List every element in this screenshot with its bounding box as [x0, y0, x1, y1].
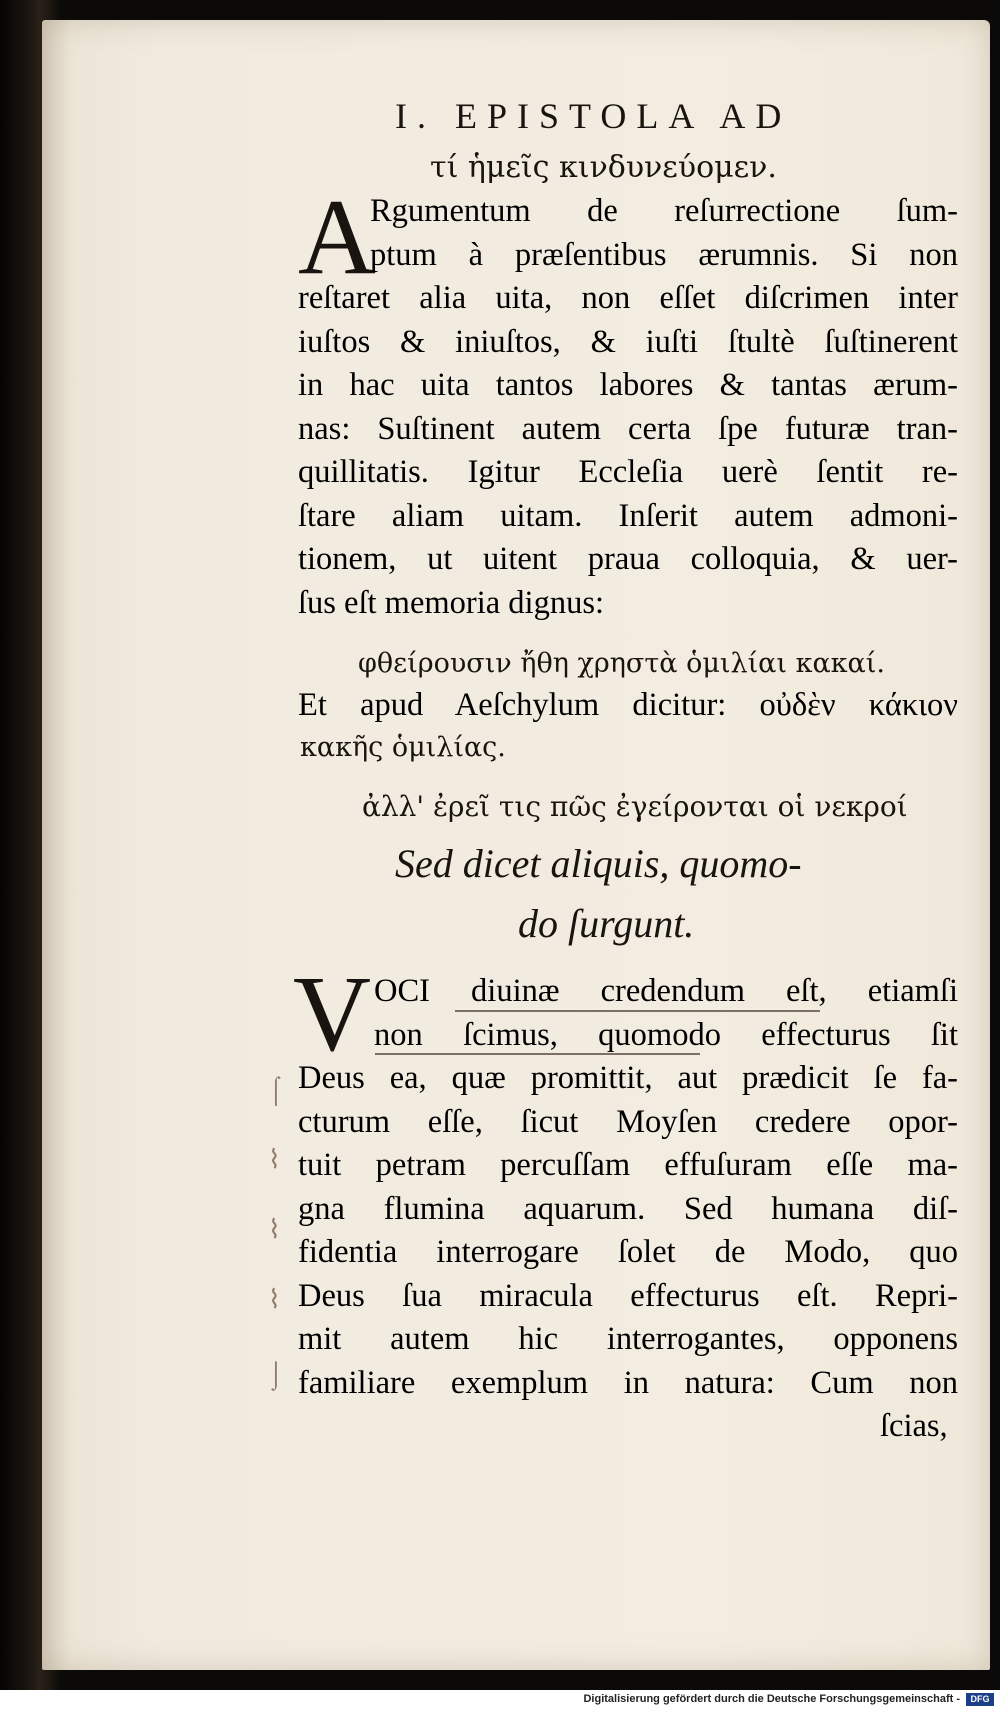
- text-line: tionem, ut uitent praua colloquia, & uer-: [298, 541, 958, 577]
- text-line: quillitatis. Igitur Eccleſia uerè ſentit re-: [298, 454, 958, 490]
- aeschylus-passage: [298, 684, 958, 728]
- greek-quotation: φθείρουσιν ἤθη χρηστὰ ὁμιλίαι κακαί.: [358, 648, 885, 679]
- text-line: in hac uita tantos labores & tantas ærum-: [298, 367, 958, 403]
- text-line: Et apud Aeſchylum dicitur: οὐδὲν κάκιον: [298, 687, 958, 723]
- dropcap-a: A: [298, 178, 376, 297]
- latin-verse-line: Sed dicet aliquis, quomo-: [395, 841, 802, 886]
- footer-text: Digitalisierung gefördert durch die Deutsche Forschungsgemeinschaft -: [583, 1693, 960, 1705]
- marginal-bracket-mark: ⌇: [268, 1285, 281, 1314]
- text-line: familiare exemplum in natura: Cum non: [298, 1364, 958, 1401]
- dfg-logo: DFG: [966, 1693, 994, 1706]
- paragraph-voci: [298, 970, 958, 1405]
- text-line: iuſtos & iniuſtos, & iuſti ſtultè ſuſtinerent: [298, 323, 958, 360]
- text-line: OCI diuinæ credendum eſt, etiamſi: [374, 973, 958, 1009]
- dropcap-v: V: [293, 955, 371, 1074]
- handwritten-underline: [375, 1053, 700, 1055]
- text-line: gna flumina aquarum. Sed humana diſ-: [298, 1190, 958, 1227]
- text-line: nas: Suſtinent autem certa ſpe futuræ tran-: [298, 410, 958, 447]
- text-line: ſus eſt memoria dignus:: [298, 584, 605, 621]
- running-head: I. EPISTOLA AD: [395, 96, 792, 136]
- text-line: tuit petram percuſſam effuſuram eſſe ma-: [298, 1147, 958, 1183]
- text-line: cturum eſſe, ſicut Moyſen credere opor-: [298, 1103, 958, 1140]
- text-line: mit autem hic interrogantes, opponens: [298, 1321, 958, 1357]
- text-line: non ſcimus, quomodo effecturus ſit: [374, 1016, 958, 1053]
- marginal-bracket-mark: ⌇: [268, 1145, 281, 1174]
- handwritten-underline: [455, 1010, 820, 1012]
- greek-verse: ἀλλ' ἐρεῖ τις πῶς ἐγείρονται οἱ νεκροί: [362, 790, 908, 823]
- paragraph-argumentum: [298, 178, 958, 625]
- greek-header-line: τί ἡμεῖς κινδυνεύομεν.: [430, 150, 777, 185]
- text-line: fidentia interrogare ſolet de Modo, quo: [298, 1234, 958, 1270]
- catchword: ſcias,: [880, 1408, 948, 1444]
- marginal-bracket-mark: ⌇: [268, 1215, 281, 1244]
- digitization-footer: [0, 1690, 1000, 1710]
- text-line: Rgumentum de reſurrectione ſum-: [370, 193, 958, 229]
- text-line: ptum à præſentibus ærumnis. Si non: [370, 236, 958, 273]
- marginal-bracket-mark: ⌡: [268, 1360, 284, 1389]
- marginal-bracket-mark: ⌠: [268, 1075, 284, 1104]
- greek-quotation: κακῆς ὁμιλίας.: [300, 732, 506, 763]
- text-line: Deus ſua miracula effecturus eſt. Repri-: [298, 1277, 958, 1314]
- text-line: reſtaret alia uita, non eſſet diſcrimen inter: [298, 280, 958, 316]
- text-line: ſtare aliam uitam. Inſerit autem admoni-: [298, 497, 958, 534]
- text-line: Deus ea, quæ promittit, aut prædicit ſe fa-: [298, 1060, 958, 1096]
- latin-verse-line: do ſurgunt.: [518, 901, 695, 946]
